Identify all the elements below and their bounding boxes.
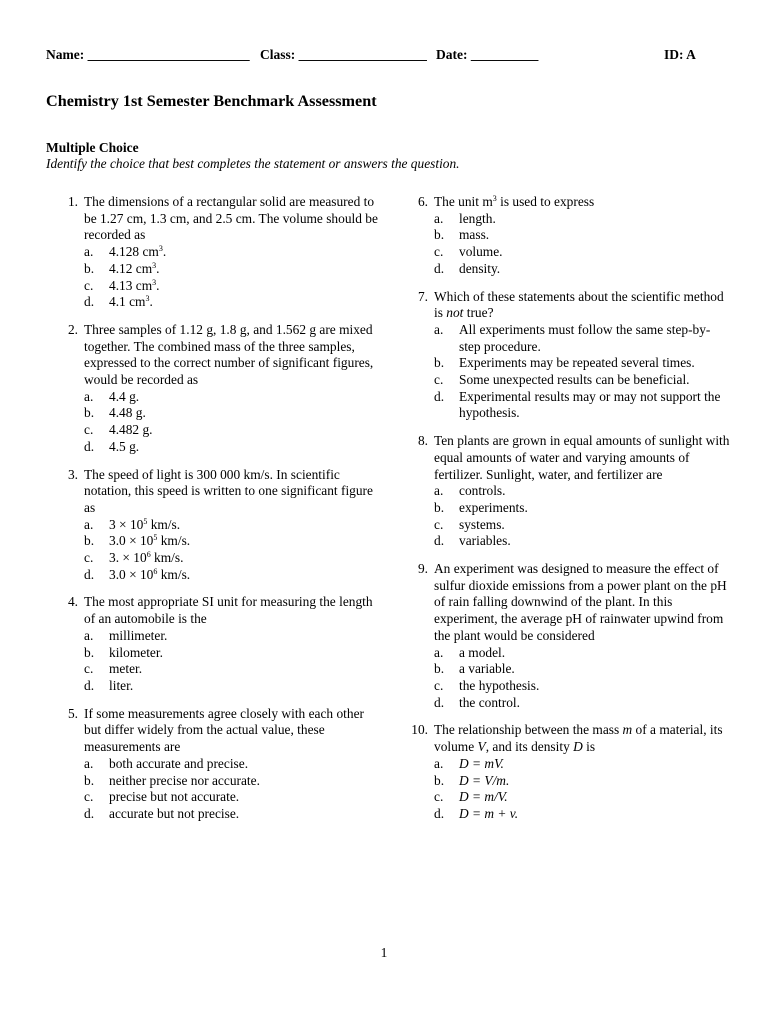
choice-d: [84, 678, 380, 695]
choice-letter: a.: [434, 644, 444, 660]
stem-part: The unit m: [434, 194, 493, 209]
choice-letter: a.: [84, 244, 94, 260]
choice-text: D = mV.: [459, 755, 504, 771]
question-10: [400, 722, 730, 822]
choice-letter: d.: [84, 566, 95, 582]
superscript: 5: [143, 516, 148, 526]
choice-d: [84, 439, 380, 456]
choice-d: [434, 533, 730, 550]
choice-letter: d.: [84, 438, 95, 454]
choice-text: Experiments may be repeated several times.: [459, 355, 695, 371]
question-3: [50, 467, 380, 584]
question-stem: [434, 722, 730, 755]
stem-part: Which of these statements about the scientific method is: [434, 288, 724, 321]
choice-text: D = m + v.: [459, 805, 519, 821]
choice-c: [84, 422, 380, 439]
choice-b: [434, 355, 730, 372]
choice-text: systems.: [459, 516, 505, 532]
choice-a: [434, 322, 730, 355]
section-heading: Multiple Choice: [46, 140, 139, 155]
superscript: 3: [152, 260, 157, 270]
choice-a: [84, 517, 380, 534]
choice-c: [84, 550, 380, 567]
choice-letter: c.: [84, 661, 94, 677]
superscript: 6: [146, 550, 151, 560]
question-5: [50, 706, 380, 823]
choice-a: [434, 211, 730, 228]
header-row: [46, 47, 706, 65]
choice-text: 4.48 g.: [109, 405, 146, 421]
choice-letter: b.: [434, 772, 445, 788]
choice-letter: a.: [434, 210, 444, 226]
page-number: 1: [380, 945, 388, 960]
choice-letter: b.: [84, 533, 95, 549]
question-number: 10.: [411, 722, 428, 738]
choice-letter: d.: [434, 388, 445, 404]
choice-text: Some unexpected results can be beneficial.: [459, 372, 690, 388]
choice-b: [434, 661, 730, 678]
choice-letter: a.: [434, 321, 444, 337]
choice-c: [434, 372, 730, 389]
page-title: Chemistry 1st Semester Benchmark Assessment: [46, 92, 377, 110]
superscript: 3: [492, 194, 497, 203]
choice-letter: c.: [84, 789, 94, 805]
date-field-label: Date: __________: [436, 47, 539, 62]
superscript: 3: [158, 244, 163, 254]
choice-c: [84, 789, 380, 806]
choice-c: [434, 678, 730, 695]
choice-letter: b.: [84, 644, 95, 660]
choice-d: [84, 294, 380, 311]
section-instructions: Identify the choice that best completes the statement or answers the question.: [46, 156, 460, 171]
choice-letter: c.: [84, 422, 94, 438]
choice-text: length.: [459, 210, 496, 226]
choice-text: experiments.: [459, 499, 528, 515]
choice-d: [434, 695, 730, 712]
choice-letter: c.: [434, 244, 444, 260]
choice-letter: d.: [434, 533, 445, 549]
choice-letter: d.: [434, 805, 445, 821]
superscript: 3: [145, 294, 150, 304]
choice-unit: km/s.: [147, 516, 181, 532]
choice-a: [434, 756, 730, 773]
choice-letter: a.: [84, 516, 94, 532]
choice-letter: d.: [434, 694, 445, 710]
choice-letter: c.: [434, 516, 444, 532]
question-stem: Ten plants are grown in equal amounts of sunlight with equal amounts of water and varying amounts of fertilizer. Sunlight, water, and fertilizer are: [434, 433, 730, 482]
choice-letter: a.: [84, 627, 94, 643]
choice-c: [434, 517, 730, 534]
choice-text: a model.: [459, 644, 506, 660]
superscript: 5: [153, 533, 158, 543]
question-stem: [434, 289, 730, 322]
question-number: 7.: [417, 288, 428, 304]
superscript: 3: [152, 277, 157, 287]
superscript: 6: [153, 566, 158, 576]
choice-text: 4.482 g.: [109, 422, 153, 438]
choice-text: 4.13 cm: [109, 277, 153, 293]
choice-a: [84, 244, 380, 261]
stem-variable: m: [622, 722, 633, 738]
id-label: ID: A: [664, 47, 696, 62]
choice-text: Experimental results may or may not support the hypothesis.: [459, 388, 721, 421]
choice-text: density.: [459, 260, 501, 276]
choice-unit: km/s.: [150, 550, 184, 566]
question-number: 2.: [67, 321, 78, 337]
choice-letter: c.: [434, 372, 444, 388]
choice-unit: km/s.: [157, 566, 191, 582]
stem-part: is: [582, 739, 596, 755]
question-6: [400, 194, 730, 278]
choice-b: [434, 773, 730, 790]
question-9: [400, 561, 730, 711]
question-stem: The speed of light is 300 000 km/s. In scientific notation, this speed is written to one significant figure as: [84, 466, 373, 515]
choice-letter: b.: [84, 772, 95, 788]
right-column: [400, 194, 730, 834]
left-column: [50, 194, 380, 834]
question-number: 8.: [417, 433, 428, 449]
choice-text: D = m/V.: [459, 789, 508, 805]
choice-text: liter.: [109, 677, 134, 693]
choice-punct: .: [162, 244, 167, 260]
choice-letter: c.: [84, 277, 94, 293]
choice-c: [84, 278, 380, 295]
choice-c: [84, 661, 380, 678]
choice-text: 4.5 g.: [109, 438, 140, 454]
choice-text: millimeter.: [109, 627, 168, 643]
choice-text: mass.: [459, 227, 490, 243]
stem-part: is used to express: [496, 194, 595, 209]
choice-letter: d.: [434, 260, 445, 276]
choice-text: All experiments must follow the same step-by-step procedure.: [459, 321, 711, 354]
question-stem: The dimensions of a rectangular solid are measured to be 1.27 cm, 1.3 cm, and 2.5 cm. The volume should be recorded as: [84, 194, 378, 243]
choice-b: [84, 645, 380, 662]
choice-letter: d.: [84, 294, 95, 310]
choice-letter: c.: [434, 789, 444, 805]
choice-text: both accurate and precise.: [109, 755, 249, 771]
choice-d: [84, 806, 380, 823]
choice-d: [434, 389, 730, 422]
choice-letter: c.: [434, 677, 444, 693]
question-8: [400, 433, 730, 550]
question-number: 4.: [67, 594, 78, 610]
choice-text: 4.4 g.: [109, 388, 140, 404]
stem-emphasis: not: [446, 305, 464, 321]
choice-text: kilometer.: [109, 644, 163, 660]
choice-letter: b.: [434, 661, 445, 677]
choice-letter: d.: [84, 805, 95, 821]
choice-unit: km/s.: [157, 533, 191, 549]
choice-text: D = V/m.: [459, 772, 510, 788]
choice-d: [84, 567, 380, 584]
question-number: 9.: [417, 561, 428, 577]
question-number: 3.: [67, 466, 78, 482]
question-number: 1.: [67, 194, 78, 209]
choice-text: 4.1 cm: [109, 294, 146, 310]
choice-text: meter.: [109, 661, 143, 677]
choice-a: [84, 756, 380, 773]
stem-variable: D: [573, 739, 583, 755]
question-number: 6.: [417, 194, 428, 209]
choice-letter: a.: [84, 755, 94, 771]
question-stem: [434, 194, 730, 211]
choice-text: precise but not accurate.: [109, 789, 240, 805]
choice-b: [84, 773, 380, 790]
question-7: [400, 289, 730, 423]
choice-letter: b.: [434, 355, 445, 371]
choice-punct: .: [149, 294, 153, 310]
stem-part: , and its density: [485, 739, 574, 755]
question-stem: The most appropriate SI unit for measuring the length of an automobile is the: [84, 594, 373, 627]
choice-text: 3 × 10: [109, 516, 144, 532]
choice-text: neither precise nor accurate.: [109, 772, 260, 788]
choice-b: [84, 261, 380, 278]
choice-b: [434, 227, 730, 244]
name-field-label: Name: ________________________: [46, 47, 250, 62]
choice-b: [84, 405, 380, 422]
choice-letter: b.: [434, 499, 445, 515]
choice-punct: .: [156, 277, 160, 293]
question-1: [50, 194, 380, 311]
choice-text: the control.: [459, 694, 520, 710]
choice-text: 3. × 10: [109, 550, 147, 566]
choice-a: [434, 483, 730, 500]
choice-b: [84, 533, 380, 550]
choice-text: 3.0 × 10: [109, 566, 154, 582]
stem-variable: V: [477, 739, 486, 755]
choice-b: [434, 500, 730, 517]
choice-letter: b.: [84, 260, 95, 276]
choice-letter: d.: [84, 677, 95, 693]
choice-a: [434, 645, 730, 662]
choice-letter: c.: [84, 550, 94, 566]
choice-text: 4.12 cm: [109, 260, 153, 276]
choice-c: [434, 789, 730, 806]
choice-text: a variable.: [459, 661, 515, 677]
choice-text: variables.: [459, 533, 511, 549]
choice-letter: a.: [434, 755, 444, 771]
choice-text: volume.: [459, 244, 503, 260]
stem-part: The relationship between the mass: [434, 722, 623, 738]
choice-text: the hypothesis.: [459, 677, 540, 693]
question-number: 5.: [67, 705, 78, 721]
choice-letter: a.: [84, 388, 94, 404]
question-stem: Three samples of 1.12 g, 1.8 g, and 1.562 g are mixed together. The combined mass of the three samples, expressed to the correct number of significant figures, would be recorded as: [84, 321, 374, 388]
choice-letter: b.: [84, 405, 95, 421]
question-stem: An experiment was designed to measure the effect of sulfur dioxide emissions from a power plant on the pH of rain falling downwind of the plant. In this experiment, the average pH of rainwater upwind from the plant would be considered: [434, 561, 727, 643]
question-2: [50, 322, 380, 456]
question-stem: If some measurements agree closely with each other but differ widely from the actual value, these measurements are: [84, 705, 364, 755]
choice-letter: b.: [434, 227, 445, 243]
class-field-label: Class: ___________________: [260, 47, 427, 62]
choice-d: [434, 806, 730, 823]
stem-part: of a material, its volume: [434, 722, 723, 755]
choice-c: [434, 244, 730, 261]
choice-punct: .: [156, 260, 160, 276]
choice-text: accurate but not precise.: [109, 805, 240, 821]
choice-text: 4.128 cm: [109, 244, 159, 260]
choice-a: [84, 389, 380, 406]
choice-a: [84, 628, 380, 645]
choice-d: [434, 261, 730, 278]
choice-text: controls.: [459, 483, 506, 499]
choice-letter: a.: [434, 483, 444, 499]
question-4: [50, 594, 380, 694]
stem-part: true?: [463, 305, 494, 321]
choice-text: 3.0 × 10: [109, 533, 154, 549]
